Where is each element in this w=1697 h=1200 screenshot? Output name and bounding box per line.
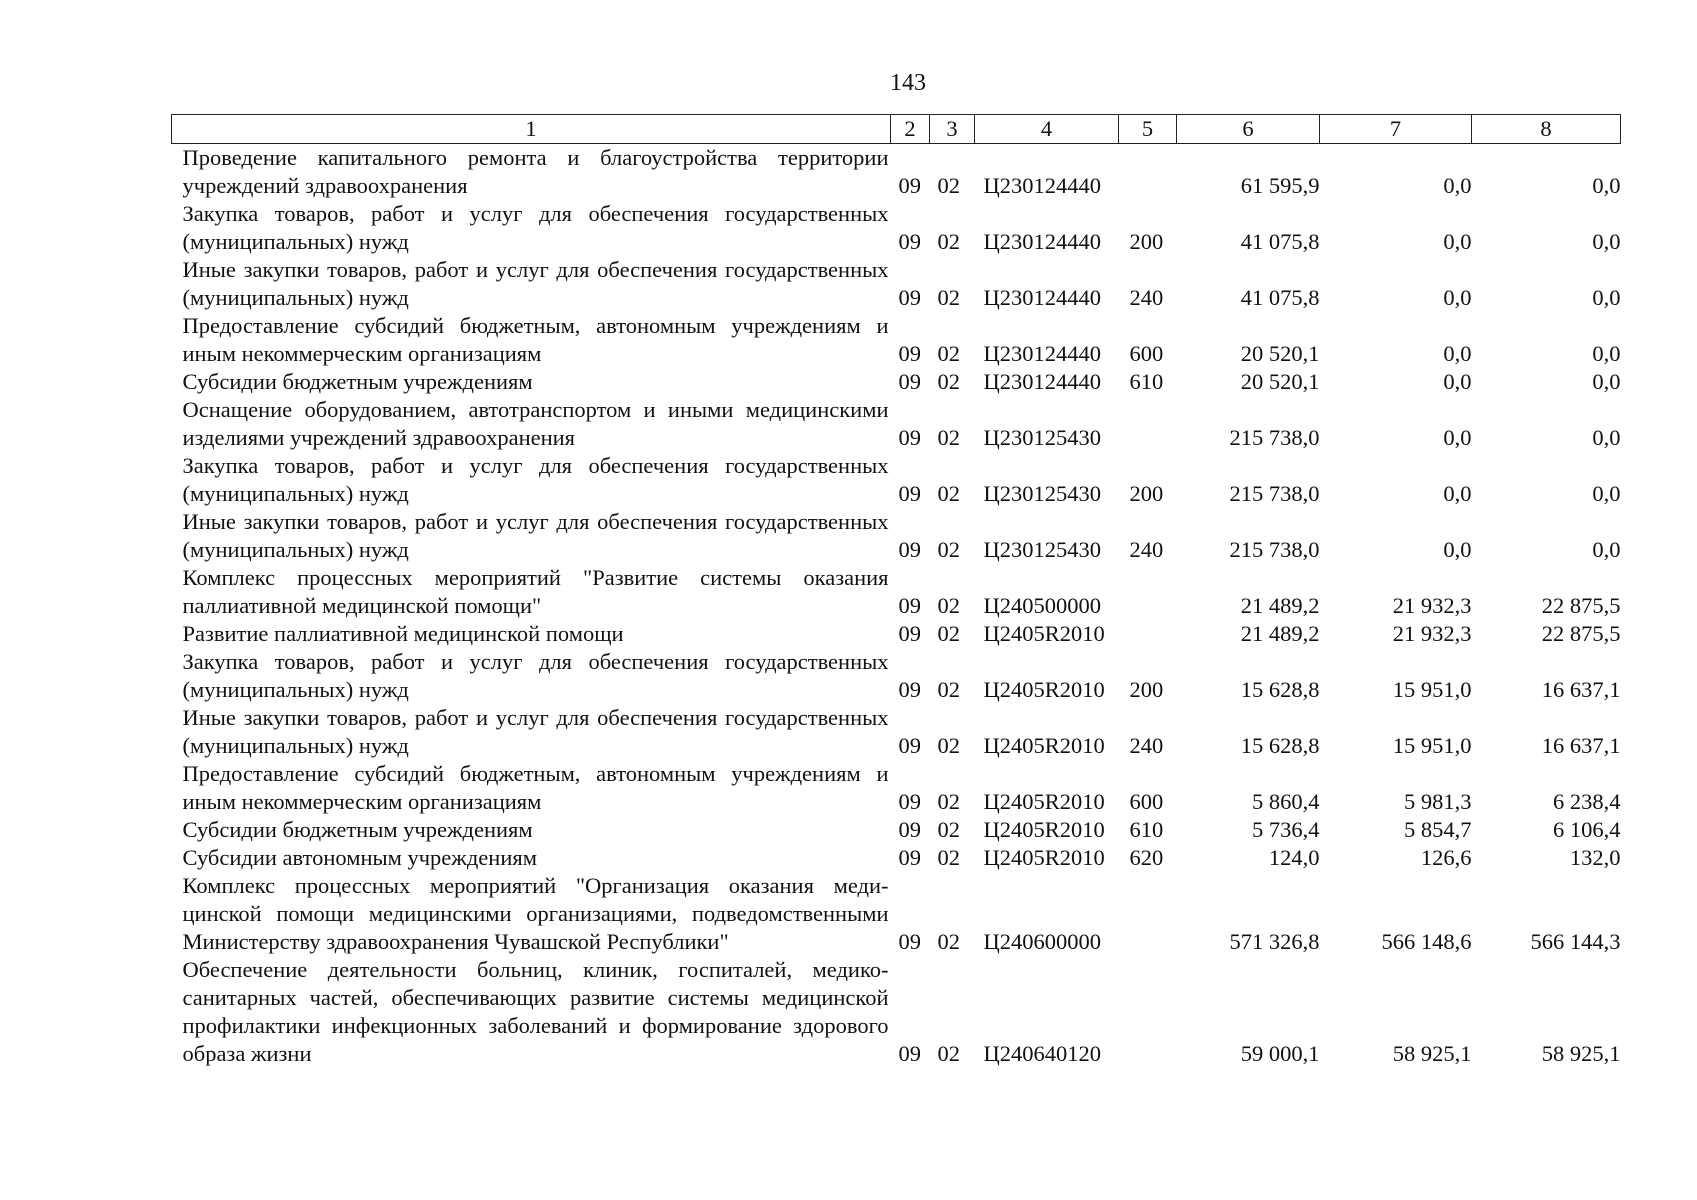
row-name: Субсидии автономным учреждениям <box>182 845 537 870</box>
row-value-8: 0,0 <box>1592 425 1621 450</box>
row-value-7: 15 951,0 <box>1392 677 1472 702</box>
row-subsection: 02 <box>937 481 960 506</box>
table-body <box>172 144 1621 1069</box>
row-subsection: 02 <box>937 621 960 646</box>
table-header <box>172 115 1621 144</box>
row-value-8: 0,0 <box>1592 229 1621 254</box>
row-value-8: 0,0 <box>1592 285 1621 310</box>
header-col-1: 1 <box>172 115 891 144</box>
table-row <box>172 256 1621 312</box>
row-value-6: 5 736,4 <box>1252 817 1320 842</box>
row-value-7: 0,0 <box>1443 425 1472 450</box>
row-value-8: 0,0 <box>1592 341 1621 366</box>
row-subsection: 02 <box>937 789 960 814</box>
row-subsection: 02 <box>937 537 960 562</box>
row-name: Субсидии бюджетным учреждениям <box>182 369 533 394</box>
row-name: Иные закупки товаров, работ и услуг для обеспечения государственных (муниципальных) нужд <box>182 257 889 310</box>
row-value-8: 0,0 <box>1592 173 1621 198</box>
table-row <box>172 760 1621 816</box>
row-subsection: 02 <box>937 341 960 366</box>
row-expense-type <box>1119 144 1177 201</box>
row-expense-type: 240 <box>1129 285 1164 310</box>
table-row <box>172 872 1621 956</box>
table-row <box>172 396 1621 452</box>
header-col-3: 3 <box>930 115 975 144</box>
row-value-8: 6 106,4 <box>1553 817 1621 842</box>
row-value-8: 0,0 <box>1592 369 1621 394</box>
row-value-8: 566 144,3 <box>1530 929 1621 954</box>
row-section: 09 <box>898 929 921 954</box>
table-row <box>172 508 1621 564</box>
row-value-7: 5 854,7 <box>1404 817 1472 842</box>
row-section: 09 <box>898 621 921 646</box>
table-row <box>172 452 1621 508</box>
row-subsection: 02 <box>937 845 960 870</box>
row-name: Предоставление субсидий бюджетным, автономным учреждениям и иным некоммерческим организациям <box>182 313 889 366</box>
row-value-6: 15 628,8 <box>1240 677 1320 702</box>
table-row <box>172 200 1621 256</box>
row-value-7: 0,0 <box>1443 285 1472 310</box>
row-section: 09 <box>898 341 921 366</box>
row-value-7: 5 981,3 <box>1404 789 1472 814</box>
row-name: Развитие паллиативной медицинской помощи <box>182 621 624 646</box>
row-value-7: 0,0 <box>1443 537 1472 562</box>
row-value-7: 0,0 <box>1443 229 1472 254</box>
header-col-2: 2 <box>891 115 930 144</box>
row-expense-type: 200 <box>1129 481 1164 506</box>
row-name: Закупка товаров, работ и услуг для обеспечения государственных (муниципальных) нужд <box>182 201 889 254</box>
row-section: 09 <box>898 425 921 450</box>
row-expense-type: 240 <box>1129 537 1164 562</box>
row-subsection: 02 <box>937 677 960 702</box>
row-target-article: Ц230124440 <box>983 285 1101 310</box>
table-row <box>172 704 1621 760</box>
row-name: Проведение капитального ремонта и благоустройства территории учреждений здравоохранения <box>182 145 889 198</box>
row-target-article: Ц230125430 <box>983 425 1101 450</box>
row-value-7: 0,0 <box>1443 341 1472 366</box>
header-col-8: 8 <box>1472 115 1621 144</box>
row-subsection: 02 <box>937 817 960 842</box>
row-target-article: Ц240640120 <box>983 1041 1101 1066</box>
row-subsection: 02 <box>937 285 960 310</box>
row-value-6: 215 738,0 <box>1229 481 1320 506</box>
row-value-7: 58 925,1 <box>1392 1041 1472 1066</box>
row-value-6: 124,0 <box>1268 845 1320 870</box>
row-expense-type <box>1119 956 1177 1068</box>
table-row <box>172 956 1621 1068</box>
table-row <box>172 648 1621 704</box>
row-name: Закупка товаров, работ и услуг для обеспечения государственных (муниципальных) нужд <box>182 453 889 506</box>
header-col-7: 7 <box>1320 115 1472 144</box>
row-target-article: Ц240500000 <box>983 593 1101 618</box>
row-subsection: 02 <box>937 733 960 758</box>
row-value-8: 22 875,5 <box>1541 593 1621 618</box>
row-value-6: 59 000,1 <box>1240 1041 1320 1066</box>
row-value-7: 0,0 <box>1443 369 1472 394</box>
row-expense-type: 600 <box>1129 789 1164 814</box>
row-expense-type: 200 <box>1129 229 1164 254</box>
row-value-6: 41 075,8 <box>1240 285 1320 310</box>
row-section: 09 <box>898 789 921 814</box>
row-subsection: 02 <box>937 229 960 254</box>
row-value-6: 5 860,4 <box>1252 789 1320 814</box>
header-col-4: 4 <box>975 115 1119 144</box>
row-value-6: 20 520,1 <box>1240 369 1320 394</box>
table-row <box>172 816 1621 844</box>
row-expense-type: 620 <box>1129 845 1164 870</box>
table-row <box>172 368 1621 396</box>
row-section: 09 <box>898 817 921 842</box>
row-section: 09 <box>898 677 921 702</box>
row-name: Комплекс процессных мероприятий "Развитие системы оказания паллиативной медицинской помощи" <box>182 565 889 618</box>
row-value-7: 15 951,0 <box>1392 733 1472 758</box>
header-row <box>172 115 1621 144</box>
row-value-8: 0,0 <box>1592 481 1621 506</box>
row-target-article: Ц2405R2010 <box>983 845 1105 870</box>
row-target-article: Ц230124440 <box>983 341 1101 366</box>
row-value-7: 126,6 <box>1420 845 1472 870</box>
row-target-article: Ц2405R2010 <box>983 817 1105 842</box>
row-expense-type <box>1119 872 1177 956</box>
row-expense-type: 610 <box>1129 817 1164 842</box>
budget-table <box>171 114 1621 1068</box>
row-target-article: Ц230125430 <box>983 537 1101 562</box>
row-name: Обеспечение деятельности больниц, клиник, госпиталей, медико-санитарных частей, обеспечивающих развитие системы медицинской профилактики инфекционных заболеваний и формирование здорового образа жизни <box>182 957 889 1066</box>
row-expense-type <box>1119 396 1177 452</box>
row-expense-type <box>1119 564 1177 620</box>
row-value-7: 21 932,3 <box>1392 593 1472 618</box>
row-section: 09 <box>898 369 921 394</box>
row-value-6: 21 489,2 <box>1240 621 1320 646</box>
row-subsection: 02 <box>937 369 960 394</box>
row-target-article: Ц230124440 <box>983 369 1101 394</box>
row-value-6: 21 489,2 <box>1240 593 1320 618</box>
row-value-6: 61 595,9 <box>1240 173 1320 198</box>
row-value-8: 0,0 <box>1592 537 1621 562</box>
row-section: 09 <box>898 285 921 310</box>
table-row <box>172 312 1621 368</box>
table-row <box>172 144 1621 201</box>
row-subsection: 02 <box>937 173 960 198</box>
row-value-7: 0,0 <box>1443 173 1472 198</box>
row-value-8: 6 238,4 <box>1553 789 1621 814</box>
row-section: 09 <box>898 481 921 506</box>
row-name: Оснащение оборудованием, автотранспортом и иными медицинскими изделиями учреждений здравоохранения <box>182 397 889 450</box>
row-value-6: 41 075,8 <box>1240 229 1320 254</box>
page-number: 143 <box>890 70 926 96</box>
row-expense-type: 600 <box>1129 341 1164 366</box>
row-subsection: 02 <box>937 1041 960 1066</box>
row-value-6: 571 326,8 <box>1229 929 1320 954</box>
row-subsection: 02 <box>937 593 960 618</box>
row-value-6: 215 738,0 <box>1229 425 1320 450</box>
row-target-article: Ц230124440 <box>983 173 1101 198</box>
row-expense-type: 610 <box>1129 369 1164 394</box>
table-row <box>172 620 1621 648</box>
row-expense-type <box>1119 620 1177 648</box>
row-section: 09 <box>898 1041 921 1066</box>
row-value-7: 0,0 <box>1443 481 1472 506</box>
row-name: Иные закупки товаров, работ и услуг для обеспечения государственных (муниципальных) нужд <box>182 509 889 562</box>
row-expense-type: 240 <box>1129 733 1164 758</box>
row-target-article: Ц240600000 <box>983 929 1101 954</box>
row-value-7: 566 148,6 <box>1381 929 1472 954</box>
row-value-8: 16 637,1 <box>1541 677 1621 702</box>
row-subsection: 02 <box>937 425 960 450</box>
row-target-article: Ц2405R2010 <box>983 677 1105 702</box>
row-section: 09 <box>898 593 921 618</box>
table-row <box>172 564 1621 620</box>
row-value-8: 16 637,1 <box>1541 733 1621 758</box>
row-section: 09 <box>898 229 921 254</box>
row-target-article: Ц2405R2010 <box>983 621 1105 646</box>
table-row <box>172 844 1621 872</box>
row-subsection: 02 <box>937 929 960 954</box>
row-name: Закупка товаров, работ и услуг для обеспечения государственных (муниципальных) нужд <box>182 649 889 702</box>
row-target-article: Ц2405R2010 <box>983 789 1105 814</box>
row-target-article: Ц230125430 <box>983 481 1101 506</box>
row-value-8: 132,0 <box>1569 845 1621 870</box>
row-section: 09 <box>898 733 921 758</box>
row-value-6: 20 520,1 <box>1240 341 1320 366</box>
header-col-5: 5 <box>1119 115 1177 144</box>
row-value-6: 215 738,0 <box>1229 537 1320 562</box>
row-target-article: Ц2405R2010 <box>983 733 1105 758</box>
row-value-8: 58 925,1 <box>1541 1041 1621 1066</box>
row-target-article: Ц230124440 <box>983 229 1101 254</box>
row-section: 09 <box>898 845 921 870</box>
row-value-6: 15 628,8 <box>1240 733 1320 758</box>
row-section: 09 <box>898 173 921 198</box>
row-name: Предоставление субсидий бюджетным, автономным учреждениям и иным некоммерческим организациям <box>182 761 889 814</box>
row-name: Комплекс процессных мероприятий "Организация оказания медицинской помощи медицинскими организациями, подведомственными Министерству здравоохранения Чувашской Республики" <box>182 873 889 954</box>
row-name: Иные закупки товаров, работ и услуг для обеспечения государственных (муниципальных) нужд <box>182 705 889 758</box>
row-name: Субсидии бюджетным учреждениям <box>182 817 533 842</box>
row-value-7: 21 932,3 <box>1392 621 1472 646</box>
row-section: 09 <box>898 537 921 562</box>
row-expense-type: 200 <box>1129 677 1164 702</box>
header-col-6: 6 <box>1177 115 1320 144</box>
row-value-8: 22 875,5 <box>1541 621 1621 646</box>
